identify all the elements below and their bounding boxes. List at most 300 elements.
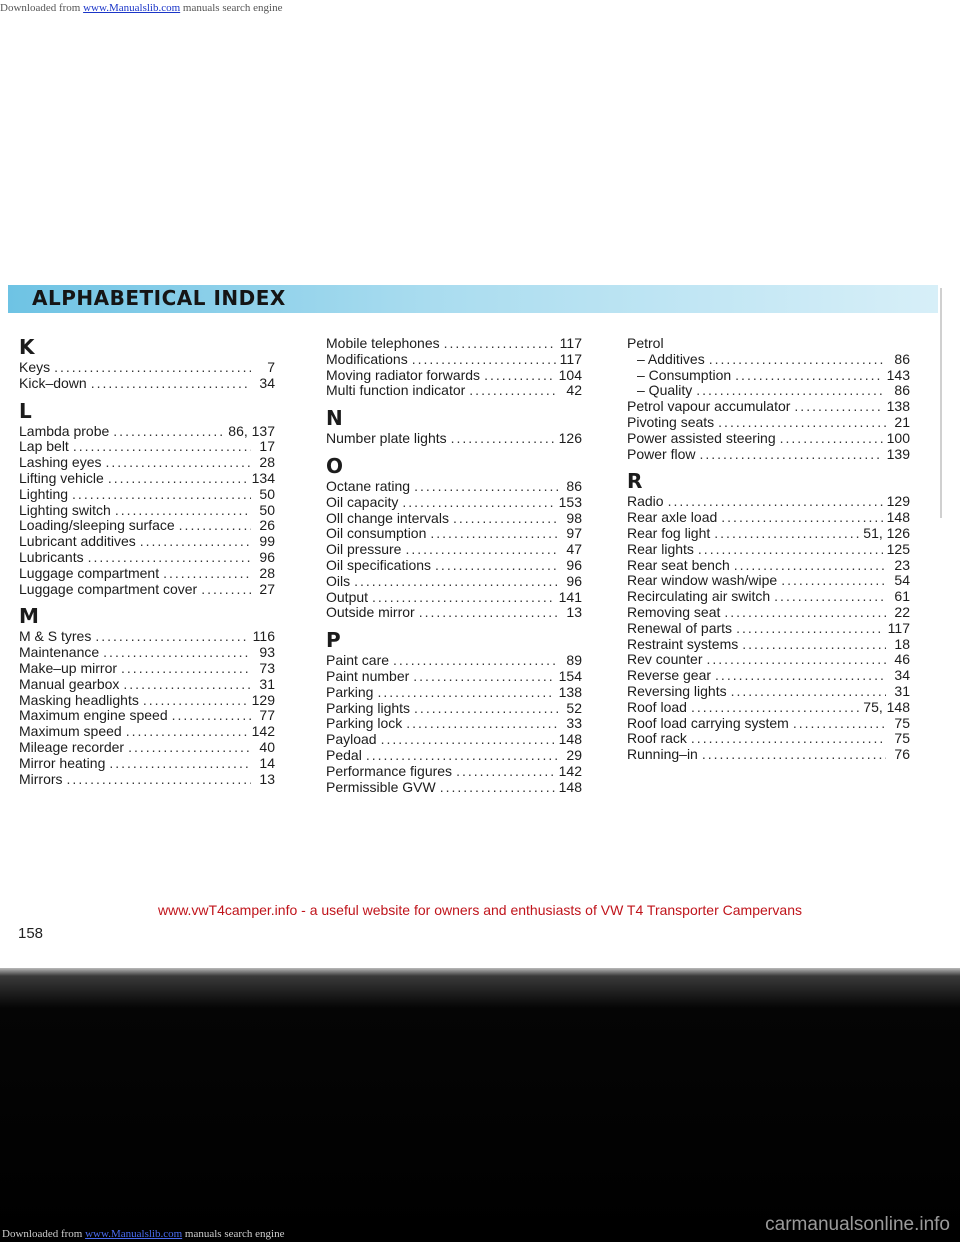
index-entry [19, 708, 275, 724]
index-entry-page: 116 [252, 628, 275, 645]
dot-leader [736, 621, 884, 637]
index-entry-page: 14 [259, 754, 275, 771]
manualslib-link[interactable]: www.Manualslib.com [85, 1228, 183, 1240]
dot-leader [106, 455, 251, 471]
index-entry-page: 86, 137 [228, 422, 275, 439]
index-entry [627, 431, 910, 447]
index-entry-page: 138 [558, 683, 582, 700]
index-entry [326, 558, 582, 574]
dot-leader [414, 701, 558, 717]
index-entry [326, 764, 582, 780]
index-entry [326, 383, 582, 399]
dot-leader [405, 542, 558, 558]
index-entry-page: 75 [894, 730, 910, 747]
dot-leader [699, 447, 882, 463]
dot-leader [456, 764, 555, 780]
dot-leader [714, 526, 859, 542]
index-entry-term: Running–in [627, 746, 698, 763]
dot-leader [406, 716, 558, 732]
index-entry-page: 31 [259, 675, 275, 692]
index-entry-term: Roof load [627, 698, 687, 715]
dot-leader [201, 582, 251, 598]
index-entry-page: 40 [259, 738, 275, 755]
index-entry-term: Pedal [326, 746, 362, 763]
dot-leader [484, 368, 555, 384]
index-entry-term: Maximum speed [19, 723, 122, 740]
index-entry-term: Power flow [627, 445, 696, 462]
index-entry-page: 34 [259, 374, 275, 391]
manualslib-link[interactable]: www.Manualslib.com [83, 2, 181, 14]
index-entry-page: 129 [251, 691, 275, 708]
index-entry-page: 34 [894, 667, 910, 684]
index-entry-page: 86 [894, 350, 910, 367]
index-entry [326, 653, 582, 669]
index-entry-term: Rear fog light [627, 524, 711, 541]
index-entry [19, 645, 275, 661]
index-entry [627, 399, 910, 415]
page-edge-rule [940, 288, 942, 518]
index-entry-page: 13 [259, 770, 275, 787]
index-entry-term: Rev counter [627, 651, 703, 668]
index-entry [19, 550, 275, 566]
index-entry-term: – Quality [637, 382, 693, 399]
index-entry [19, 487, 275, 503]
dot-leader [381, 732, 555, 748]
index-entry-page: 100 [886, 429, 910, 446]
banner-suffix: manuals search engine [184, 1228, 285, 1240]
index-entry-term: Performance figures [326, 762, 453, 779]
index-entry-term: Modifications [326, 350, 408, 367]
dot-leader [393, 653, 558, 669]
index-entry [19, 724, 275, 740]
index-letter-heading: M [19, 604, 39, 629]
dot-leader [444, 336, 556, 352]
dot-leader [113, 424, 224, 440]
index-entry-term: Roof rack [627, 730, 687, 747]
dot-leader [366, 748, 558, 764]
index-entry-page: 142 [251, 723, 275, 740]
index-entry [627, 542, 910, 558]
index-entry-page: 28 [259, 454, 275, 471]
index-column-2 [326, 336, 582, 795]
index-entry [627, 731, 910, 747]
index-entry-term: Lifting vehicle [19, 469, 104, 486]
index-entry [326, 732, 582, 748]
index-entry-term: Parking [326, 683, 374, 700]
index-entry-term: Lighting switch [19, 501, 111, 518]
dot-leader [435, 558, 558, 574]
index-entry-page: 96 [566, 572, 582, 589]
section-title-bar [8, 285, 938, 313]
index-entry-term: Lap belt [19, 438, 69, 455]
index-entry-term: Pivoting seats [627, 413, 715, 430]
dot-leader [430, 526, 558, 542]
index-column-1 [19, 336, 275, 787]
index-entry [19, 455, 275, 471]
index-entry-page: 154 [558, 667, 582, 684]
dot-leader [731, 684, 886, 700]
dot-leader [67, 772, 251, 788]
index-letter-heading: P [326, 628, 341, 653]
index-entry-term: Rear lights [627, 540, 694, 557]
page-title: ALPHABETICAL INDEX [32, 286, 286, 310]
dot-leader [108, 471, 248, 487]
index-entry [19, 518, 275, 534]
index-entry-term: Lambda probe [19, 422, 110, 439]
index-entry-page: 142 [558, 762, 582, 779]
index-entry [627, 716, 910, 732]
index-letter-heading: L [19, 398, 32, 423]
index-entry [326, 431, 582, 447]
index-entry-term: Recirculating air switch [627, 588, 771, 605]
index-entry-term: Oil consumption [326, 525, 427, 542]
index-entry-page: 117 [887, 619, 910, 636]
index-entry [19, 677, 275, 693]
index-entry-page: 98 [566, 509, 582, 526]
dot-leader [793, 716, 886, 732]
index-entry-page: 54 [894, 572, 910, 589]
scan-dark-area [0, 968, 960, 1242]
dot-leader [163, 566, 251, 582]
dot-leader [123, 677, 251, 693]
dot-leader [440, 780, 555, 796]
index-entry [326, 748, 582, 764]
dot-leader [721, 510, 882, 526]
index-entry-term: Outside mirror [326, 604, 415, 621]
index-entry-term: Manual gearbox [19, 675, 120, 692]
index-entry [627, 747, 910, 763]
index-entry-term: Renewal of parts [627, 619, 733, 636]
index-entry-page: 153 [558, 493, 582, 510]
index-entry-page: 141 [558, 588, 582, 605]
dot-leader [706, 652, 886, 668]
dot-leader [95, 629, 248, 645]
index-entry [19, 740, 275, 756]
index-entry-page: 76 [894, 746, 910, 763]
index-entry [627, 605, 910, 621]
index-entry [326, 701, 582, 717]
index-entry-term: Mirrors [19, 770, 63, 787]
dot-leader [115, 503, 251, 519]
index-entry-page: 99 [259, 533, 275, 550]
dot-leader [413, 669, 554, 685]
dot-leader [781, 573, 886, 589]
index-entry [19, 582, 275, 598]
index-entry [627, 336, 910, 352]
dot-leader [143, 693, 248, 709]
index-entry [19, 503, 275, 519]
index-entry-page: 138 [886, 398, 910, 415]
index-entry [326, 685, 582, 701]
download-banner-bottom [0, 1226, 602, 1242]
index-entry [19, 693, 275, 709]
index-entry-page: 148 [558, 778, 582, 795]
index-entry [326, 479, 582, 495]
index-entry-page: 97 [566, 525, 582, 542]
index-entry-page: 129 [886, 493, 910, 510]
index-entry-page: 46 [894, 651, 910, 668]
index-letter-heading: N [326, 406, 343, 431]
index-entry-page: 125 [886, 540, 910, 557]
index-entry [326, 368, 582, 384]
index-entry [19, 424, 275, 440]
index-entry [326, 352, 582, 368]
index-entry-term: Mobile telephones [326, 335, 440, 351]
index-entry-page: 139 [886, 445, 910, 462]
dot-leader [696, 383, 886, 399]
dot-leader [88, 550, 251, 566]
index-entry [19, 756, 275, 772]
index-entry-page: 26 [259, 517, 275, 534]
dot-leader [691, 700, 859, 716]
dot-leader [412, 352, 556, 368]
index-letter-heading: K [19, 335, 35, 359]
index-entry [627, 589, 910, 605]
dot-leader [126, 724, 248, 740]
footer-website-text[interactable]: www.vwT4camper.info - a useful website for owners and enthusiasts of VW T4 Transporter Campervans [157, 902, 803, 918]
index-entry [627, 494, 910, 510]
index-entry-page: 134 [251, 469, 275, 486]
dot-leader [121, 661, 251, 677]
index-entry-term: Permissible GVW [326, 778, 436, 795]
dot-leader [718, 415, 886, 431]
index-entry-term: Kick–down [19, 374, 87, 391]
dot-leader [402, 495, 554, 511]
index-entry-term: Parking lights [326, 699, 411, 716]
index-entry-page: 117 [559, 350, 582, 367]
index-entry-term: Loading/sleeping surface [19, 517, 175, 534]
watermark-text: carmanualsonline.info [765, 1214, 950, 1235]
index-entry-term: Rear seat bench [627, 556, 730, 573]
index-entry-page: 148 [886, 509, 910, 526]
index-entry-page: 104 [558, 366, 582, 383]
index-entry-term: Paint care [326, 652, 390, 669]
index-entry-term: Moving radiator forwards [326, 366, 481, 383]
index-entry-term: Maximum engine speed [19, 707, 168, 724]
index-entry [326, 526, 582, 542]
index-entry-page: 143 [886, 366, 910, 383]
index-entry [326, 590, 582, 606]
index-entry [627, 352, 910, 368]
dot-leader [414, 479, 558, 495]
index-entry [627, 621, 910, 637]
index-entry [19, 566, 275, 582]
index-entry [326, 511, 582, 527]
index-entry-term: – Consumption [637, 366, 732, 383]
index-entry-page: 42 [566, 382, 582, 399]
dot-leader [698, 542, 883, 558]
dot-leader [453, 511, 558, 527]
dot-leader [774, 589, 886, 605]
index-entry-page: 33 [566, 715, 582, 732]
index-entry-term: Lashing eyes [19, 454, 102, 471]
dot-leader [702, 747, 886, 763]
index-entry-page: 126 [558, 430, 582, 447]
index-entry [627, 668, 910, 684]
index-entry-term: Payload [326, 731, 377, 748]
index-entry [19, 471, 275, 487]
index-entry-term: Reverse gear [627, 667, 712, 684]
index-entry-term: Parking lock [326, 715, 403, 732]
dot-leader [128, 740, 251, 756]
index-entry-page: 23 [894, 556, 910, 573]
index-entry [326, 716, 582, 732]
index-entry-page: 50 [259, 485, 275, 502]
index-entry [627, 526, 910, 542]
index-entry-page: 75, 148 [863, 698, 910, 715]
download-banner-top [0, 0, 960, 16]
index-entry [326, 574, 582, 590]
index-entry [19, 772, 275, 788]
index-entry-term: Keys [19, 359, 51, 375]
index-entry [326, 495, 582, 511]
dot-leader [668, 494, 883, 510]
banner-prefix: Downloaded from [2, 1228, 83, 1240]
index-entry [627, 368, 910, 384]
index-entry [627, 637, 910, 653]
index-entry-term: Lubricant additives [19, 533, 136, 550]
index-entry-page: 7 [267, 359, 275, 375]
index-entry-page: 93 [259, 644, 275, 661]
dot-leader [103, 645, 251, 661]
index-entry [627, 684, 910, 700]
index-entry-term: Roof load carrying system [627, 714, 789, 731]
index-entry-term: Radio [627, 493, 664, 510]
dot-leader [735, 368, 882, 384]
index-entry-term: Mirror heating [19, 754, 106, 771]
index-entry-page: 75 [894, 714, 910, 731]
index-entry-page: 77 [259, 707, 275, 724]
dot-leader [734, 558, 886, 574]
index-entry-term: Lubricants [19, 548, 84, 565]
index-entry-term: Number plate lights [326, 430, 447, 447]
index-entry-page: 47 [566, 541, 582, 558]
dot-leader [91, 376, 251, 392]
dot-leader [709, 352, 886, 368]
index-entry [19, 534, 275, 550]
index-entry-page: 148 [558, 731, 582, 748]
index-entry [19, 376, 275, 392]
index-entry [326, 605, 582, 621]
index-entry [627, 573, 910, 589]
index-entry-term: Restraint systems [627, 635, 739, 652]
index-entry-page: 73 [259, 659, 275, 676]
dot-leader [372, 590, 555, 606]
dot-leader [179, 518, 251, 534]
index-entry-term: – Additives [637, 350, 705, 367]
dot-leader [742, 637, 886, 653]
index-entry [326, 780, 582, 796]
dot-leader [724, 605, 886, 621]
page-number: 158 [18, 925, 44, 942]
index-entry-term: Petrol [627, 335, 664, 351]
index-entry-term: Rear axle load [627, 509, 718, 526]
dot-leader [109, 756, 251, 772]
index-entry-page: 86 [566, 477, 582, 494]
index-entry-page: 18 [894, 635, 910, 652]
banner-prefix: Downloaded from [0, 2, 81, 14]
index-entry-term: Output [326, 588, 369, 605]
index-entry-page: 17 [259, 438, 275, 455]
index-entry-page: 22 [894, 603, 910, 620]
index-entry [627, 558, 910, 574]
index-entry-page: 96 [259, 548, 275, 565]
index-entry-term: Paint number [326, 667, 410, 684]
index-entry [19, 661, 275, 677]
dot-leader [377, 685, 554, 701]
index-entry-page: 86 [894, 382, 910, 399]
index-entry [627, 510, 910, 526]
dot-leader [72, 487, 251, 503]
index-entry [627, 447, 910, 463]
index-entry-term: Maintenance [19, 644, 100, 661]
index-entry [326, 669, 582, 685]
dot-leader [780, 431, 883, 447]
index-entry-page: 21 [894, 413, 910, 430]
dot-leader [140, 534, 251, 550]
dot-leader [54, 360, 251, 376]
dot-leader [172, 708, 251, 724]
index-entry-page: 52 [566, 699, 582, 716]
index-entry-term: Power assisted steering [627, 429, 776, 446]
index-entry-term: Masking headlights [19, 691, 139, 708]
index-entry-page: 61 [894, 588, 910, 605]
index-entry-page: 28 [259, 564, 275, 581]
index-entry-page: 51, 126 [863, 524, 910, 541]
index-entry-page: 50 [259, 501, 275, 518]
index-entry-term: Lighting [19, 485, 69, 502]
index-entry-page: 31 [894, 682, 910, 699]
dot-leader [469, 383, 558, 399]
index-entry [326, 542, 582, 558]
index-entry [627, 415, 910, 431]
index-entry-term: Octane rating [326, 477, 411, 494]
index-letter-heading: R [627, 469, 643, 494]
index-entry-term: Reversing lights [627, 682, 727, 699]
index-entry-term: Multi function indicator [326, 382, 466, 399]
index-entry-term: Luggage compartment cover [19, 580, 198, 597]
index-entry-term: Oll change intervals [326, 509, 449, 526]
index-entry-page: 96 [566, 556, 582, 573]
index-column-3 [627, 336, 910, 763]
index-entry-term: M & S tyres [19, 628, 92, 645]
index-entry-term: Oil pressure [326, 541, 402, 558]
index-entry [627, 700, 910, 716]
dot-leader [419, 605, 558, 621]
index-entry [19, 360, 275, 376]
index-entry-term: Oil capacity [326, 493, 399, 510]
index-entry-term: Make–up mirror [19, 659, 118, 676]
index-entry-term: Mileage recorder [19, 738, 125, 755]
index-letter-heading: O [326, 453, 344, 478]
dot-leader [451, 431, 555, 447]
index-entry [326, 336, 582, 352]
index-entry-term: Rear window wash/wipe [627, 572, 778, 589]
index-entry [19, 629, 275, 645]
index-entry-term: Removing seat [627, 603, 721, 620]
dot-leader [794, 399, 882, 415]
banner-suffix: manuals search engine [182, 2, 283, 14]
dot-leader [73, 439, 251, 455]
index-entry-term: Petrol vapour accumulator [627, 398, 791, 415]
index-entry [19, 439, 275, 455]
index-entry-page: 89 [566, 652, 582, 669]
dot-leader [354, 574, 558, 590]
index-entry [627, 652, 910, 668]
dot-leader [691, 731, 886, 747]
index-entry-page: 117 [559, 335, 582, 351]
index-entry [627, 383, 910, 399]
